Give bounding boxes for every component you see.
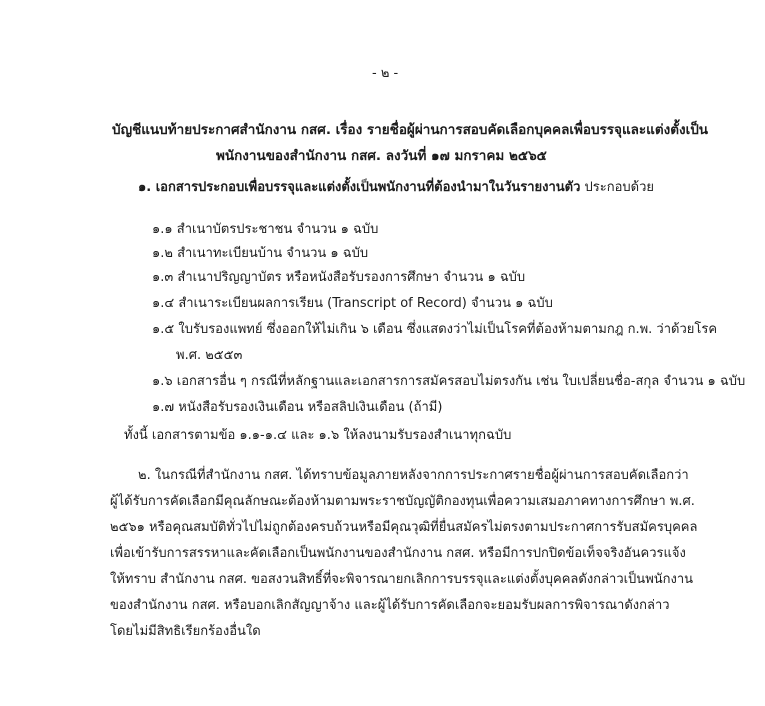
section-2-line: ของสำนักงาน กสศ. หรือบอกเลิกสัญญาจ้าง และผู้ได้รับการคัดเลือกจะยอมรับผลการพิจารณาดังกล่าว (110, 598, 670, 613)
list-item: ๑.๑ สำเนาบัตรประชาชน จำนวน ๑ ฉบับ (152, 222, 379, 237)
section-1-note: ทั้งนี้ เอกสารตามข้อ ๑.๑-๑.๔ และ ๑.๖ ให้ลงนามรับรองสำเนาทุกฉบับ (124, 428, 512, 443)
document-title-line-1: บัญชีแนบท้ายประกาศสำนักงาน กสศ. เรื่อง รายชื่อผู้ผ่านการสอบคัดเลือกบุคคลเพื่อบรรจุและแต่งตั้งเป็น (112, 122, 709, 138)
section-2-line: เพื่อเข้ารับการสรรหาและคัดเลือกเป็นพนักงานของสำนักงาน กสศ. หรือมีการปกปิดข้อเท็จจริงอันควรแจ้ง (110, 546, 686, 561)
list-item: ๑.๗ หนังสือรับรองเงินเดือน หรือสลิปเงินเดือน (ถ้ามี) (152, 400, 443, 415)
section-2-line: ให้ทราบ สำนักงาน กสศ. ขอสงวนสิทธิ์ที่จะพิจารณายกเลิกการบรรจุและแต่งตั้งบุคคลดังกล่าวเป็นพนักงาน (110, 572, 694, 587)
list-item: ๑.๕ ใบรับรองแพทย์ ซึ่งออกให้ไม่เกิน ๖ เดือน ซึ่งแสดงว่าไม่เป็นโรคที่ต้องห้ามตามกฎ ก.พ. ว่าด้วยโรค (152, 322, 718, 337)
list-item: ๑.๔ สำเนาระเบียนผลการเรียน (Transcript of Record) จำนวน ๑ ฉบับ (152, 296, 553, 311)
section-1-heading-suffix: ประกอบด้วย (580, 180, 655, 195)
list-item: ๑.๓ สำเนาปริญญาบัตร หรือหนังสือรับรองการศึกษา จำนวน ๑ ฉบับ (152, 270, 526, 285)
section-2-line: ๒๕๖๑ หรือคุณสมบัติทั่วไปไม่ถูกต้องครบถ้วนหรือมีคุณวุฒิที่ยื่นสมัครไม่ตรงตามประกาศการรับสมัครบุคคล (110, 520, 698, 535)
page-number: - ๒ - (372, 66, 399, 81)
list-item-continuation: พ.ศ. ๒๕๕๓ (176, 348, 243, 363)
section-2-line: ๒. ในกรณีที่สำนักงาน กสศ. ได้ทราบข้อมูลภายหลังจากการประกาศรายชื่อผู้ผ่านการสอบคัดเลือกว่า (138, 468, 689, 483)
section-1-heading-bold: ๑. เอกสารประกอบเพื่อบรรจุและแต่งตั้งเป็นพนักงานที่ต้องนำมาในวันรายงานตัว (138, 180, 581, 195)
list-item: ๑.๖ เอกสารอื่น ๆ กรณีที่หลักฐานและเอกสารการสมัครสอบไม่ตรงกัน เช่น ใบเปลี่ยนชื่อ-สกุล จำนวน ๑ ฉบับ (152, 374, 746, 389)
section-2-line: ผู้ได้รับการคัดเลือกมีคุณลักษณะต้องห้ามตามพระราชบัญญัติกองทุนเพื่อความเสมอภาคทางการศึกษา พ.ศ. (110, 494, 695, 509)
section-2-line: โดยไม่มีสิทธิเรียกร้องอื่นใด (110, 624, 261, 639)
document-title-line-2: พนักงานของสำนักงาน กสศ. ลงวันที่ ๑๗ มกราคม ๒๕๖๕ (216, 148, 547, 164)
list-item: ๑.๒ สำเนาทะเบียนบ้าน จำนวน ๑ ฉบับ (152, 246, 369, 261)
section-1-heading (138, 178, 654, 198)
